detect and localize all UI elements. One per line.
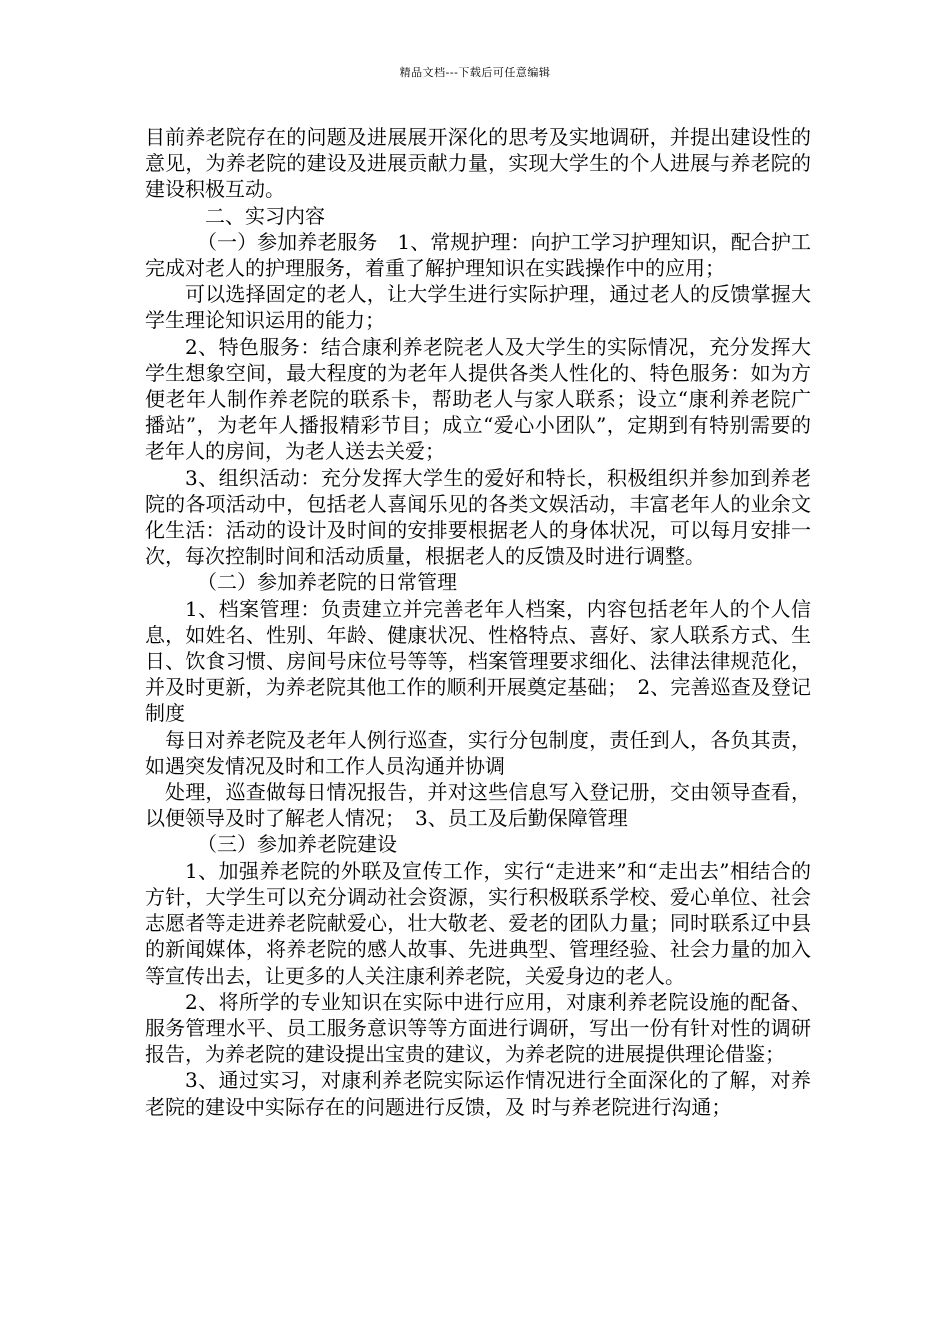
paragraph-outreach-publicity: 1、加强养老院的外联及宣传工作，实行“走进来”和“走出去”相结合的方针，大学生可以充分调动社会资源，实行积极联系学校、爱心单位、社会志愿者等走进养老院献爱心，壮大敬老、爱老的团队力量；同时联系辽中县的新闻媒体，将养老院的感人故事、先进典型、管理经验、社会力量的加入等宣传出去，让更多的人关注康利养老院，关爱身边的老人。: [145, 858, 811, 988]
paragraph-research-report: 2、将所学的专业知识在实际中进行应用，对康利养老院设施的配备、服务管理水平、员工服务意识等等方面进行调研，写出一份有针对性的调研报告，为养老院的建设提出宝贵的建议，为养老院的进展提供理论借鉴；: [145, 989, 811, 1067]
paragraph-daily-inspection: 每日对养老院及老年人例行巡查，实行分包制度，责任到人，各负其责，如遇突发情况及时和工作人员沟通并协调: [145, 727, 811, 778]
document-body: [145, 124, 811, 1120]
page-header: 精品文档---下载后可任意编辑: [399, 66, 551, 79]
paragraph-feedback-communication: 3、通过实习，对康利养老院实际运作情况进行全面深化的了解，对养老院的建设中实际存在的问题进行反馈，及 时与养老院进行沟通；: [145, 1068, 811, 1119]
paragraph-intro-continuation: 目前养老院存在的问题及进展展开深化的思考及实地调研，并提出建设性的意见，为养老院的建设及进展贡献力量，实现大学生的个人进展与养老院的建设积极互动。: [145, 125, 811, 202]
section-heading-internship-content: 二、实习内容: [205, 203, 325, 228]
paragraph-inspection-report: 处理，巡查做每日情况报告，并对这些信息写入登记册，交由领导查看，以便领导及时了解老人情况； 3、员工及后勤保障管理: [145, 780, 811, 831]
paragraph-organize-activities: 3、组织活动：充分发挥大学生的爱好和特长，积极组织并参加到养老院的各项活动中，包括老人喜闻乐见的各类文娱活动，丰富老年人的业余文化生活：活动的设计及时间的安排要根据老人的身体状况，可以每月安排一次，每次控制时间和活动质量，根据老人的反馈及时进行调整。: [145, 465, 811, 569]
subsection-daily-management: （二）参加养老院的日常管理: [197, 570, 457, 595]
paragraph-archive-management: 1、档案管理：负责建立并完善老年人档案，内容包括老年人的个人信息，如姓名、性别、年龄、健康状况、性格特点、喜好、家人联系方式、生日、饮食习惯、房间号床位号等等，档案管理要求细化、法律法律规范化，并及时更新，为养老院其他工作的顺利开展奠定基础； 2、完善巡查及登记制度: [145, 596, 811, 726]
subsection-elderly-service: （一）参加养老服务 1、常规护理：向护工学习护理知识，配合护工完成对老人的护理服务，着重了解护理知识在实践操作中的应用；: [145, 229, 811, 281]
subsection-construction: （三）参加养老院建设: [197, 832, 397, 857]
paragraph-special-services: 2、特色服务：结合康利养老院老人及大学生的实际情况，充分发挥大学生想象空间，最大程度的为老年人提供各类人性化的、特色服务：如为方便老年人制作养老院的联系卡，帮助老人与家人联系；设立“康利养老院广播站”，为老年人播报精彩节目；成立“爱心小团队”，定期到有特别需要的老年人的房间，为老人送去关爱；: [145, 334, 811, 464]
paragraph-fixed-elderly-care: 可以选择固定的老人，让大学生进行实际护理，通过老人的反馈掌握大学生理论知识运用的能力；: [145, 282, 811, 333]
